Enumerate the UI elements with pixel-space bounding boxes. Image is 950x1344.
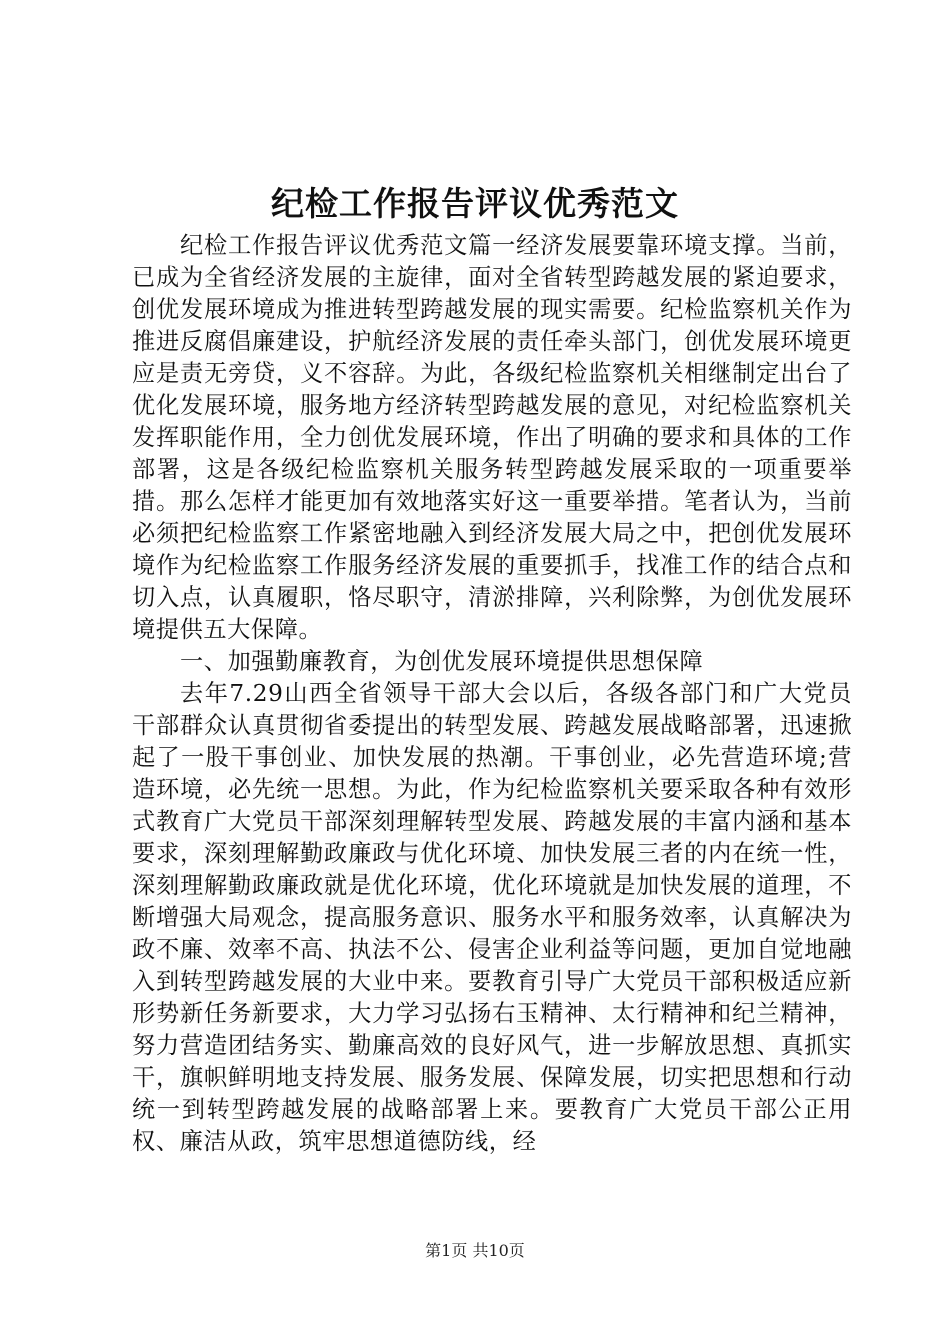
document-title: 纪检工作报告评议优秀范文 — [271, 184, 679, 223]
paragraph-section-1: 去年7.29山西全省领导干部大会以后，各级各部门和广大党员干部群众认真贯彻省委提出的转型发展、跨越发展战略部署，迅速掀起了一股干事创业、加快发展的热潮。干事创业，必先营造环境;营造环境，必先统一思想。为此，作为纪检监察机关要采取各种有效形式教育广大党员干部深刻理解转型发展、跨越发展的丰富内涵和基本要求，深刻理解勤政廉政与优化环境、加快发展三者的内在统一性，深刻理解勤政廉政就是优化环境，优化环境就是加快发展的道理，不断增强大局观念，提高服务意识、服务水平和服务效率，认真解决为政不廉、效率不高、执法不公、侵害企业利益等问题，更加自觉地融入到转型跨越发展的大业中来。要教育引导广大党员干部积极适应新形势新任务新要求，大力学习弘扬右玉精神、太行精神和纪兰精神，努力营造团结务实、勤廉高效的良好风气，进一步解放思想、真抓实干，旗帜鲜明地支持发展、服务发展、保障发展，切实把思想和行动统一到转型跨越发展的战略部署上来。要教育广大党员干部公正用权、廉洁从政，筑牢思想道德防线，经 — [132, 680, 852, 1155]
page-number-footer: 第1页 共10页 — [425, 1241, 525, 1260]
section-heading-1: 一、加强勤廉教育，为创优发展环境提供思想保障 — [180, 648, 704, 675]
document-body — [132, 230, 852, 1158]
paragraph-intro: 纪检工作报告评议优秀范文篇一经济发展要靠环境支撑。当前，已成为全省经济发展的主旋律，面对全省转型跨越发展的紧迫要求，创优发展环境成为推进转型跨越发展的现实需要。纪检监察机关作为推进反腐倡廉建设，护航经济发展的责任牵头部门，创优发展环境更应是责无旁贷，义不容辞。为此，各级纪检监察机关相继制定出台了优化发展环境，服务地方经济转型跨越发展的意见，对纪检监察机关发挥职能作用，全力创优发展环境，作出了明确的要求和具体的工作部署，这是各级纪检监察机关服务转型跨越发展采取的一项重要举措。那么怎样才能更加有效地落实好这一重要举措。笔者认为，当前必须把纪检监察工作紧密地融入到经济发展大局之中，把创优发展环境作为纪检监察工作服务经济发展的重要抓手，找准工作的结合点和切入点，认真履职，恪尽职守，清淤排障，兴利除弊，为创优发展环境提供五大保障。 — [132, 232, 852, 643]
